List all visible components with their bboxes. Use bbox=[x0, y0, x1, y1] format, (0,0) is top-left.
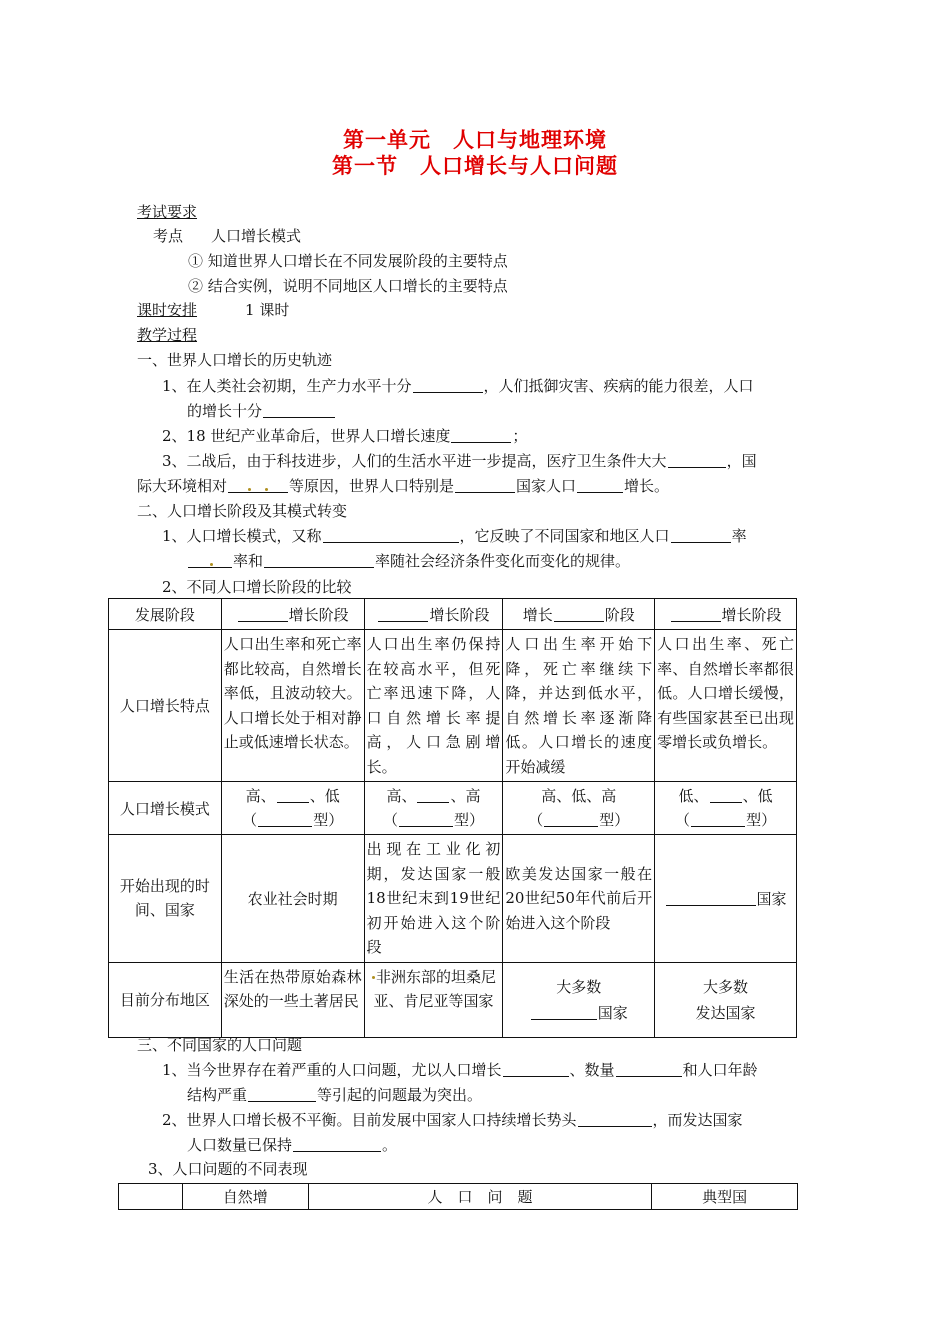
teaching-process-heading: 教学过程 bbox=[137, 326, 198, 344]
mode-stage-3: 高、低、高 （ 型） bbox=[503, 782, 655, 835]
table-row bbox=[109, 599, 797, 630]
exam-point bbox=[153, 225, 301, 247]
sec1-q3-line1: 3、二战后，由于科技进步，人们的生活水平进一步提高，医疗卫生条件大大 ，国 bbox=[162, 452, 757, 470]
exam-requirements-heading: 考试要求 bbox=[137, 203, 198, 221]
answer-blank[interactable] bbox=[616, 1061, 682, 1077]
time-stage-1: 农业社会时期 bbox=[221, 835, 364, 963]
header-stage-1: 增长阶段 bbox=[221, 599, 364, 630]
region-stage-4: 大多数 发达国家 bbox=[655, 962, 797, 1037]
answer-blank[interactable] bbox=[258, 811, 312, 827]
answer-blank[interactable] bbox=[544, 811, 598, 827]
row-label-region: 目前分布地区 bbox=[109, 962, 222, 1037]
answer-blank[interactable] bbox=[417, 787, 449, 803]
answer-blank[interactable] bbox=[578, 1111, 652, 1127]
answer-blank[interactable] bbox=[264, 552, 374, 568]
features-stage-1: 人口出生率和死亡率都比较高，自然增长率低，且波动较大。人口增长处于相对静止或低速增长状态。 bbox=[221, 630, 364, 782]
sec2-q1-line1: 1、人口增长模式，又称 ，它反映了不同国家和地区人口 率 bbox=[162, 527, 747, 545]
answer-blank[interactable] bbox=[691, 811, 745, 827]
answer-blank[interactable] bbox=[263, 402, 335, 418]
row-label-mode: 人口增长模式 bbox=[109, 782, 222, 835]
answer-blank[interactable] bbox=[399, 811, 453, 827]
header-natural-growth: 自然增 bbox=[182, 1184, 308, 1210]
sec3-q3: 3、人口问题的不同表现 bbox=[148, 1160, 308, 1178]
sec1-q3-line2: 际大环境相对 等原因，世界人口特别是 国家人口 增长。 bbox=[137, 477, 670, 495]
features-stage-3: 人口出生率开始下降，死亡率继续下降，并达到低水平，自然增长率逐渐降低。人口增长的速度开始减缓 bbox=[503, 630, 655, 782]
unit-title: 第一单元 人口与地理环境 bbox=[343, 128, 607, 152]
answer-blank[interactable] bbox=[293, 1136, 381, 1152]
header-population-problems: 人 口 问 题 bbox=[308, 1184, 651, 1210]
ink-dot bbox=[265, 488, 268, 491]
sec1-q1-line2: 的增长十分 bbox=[187, 400, 336, 422]
features-stage-2: 人口出生率仍保持在较高水平，但死亡率迅速下降，人口自然增长率提高，人口急剧增长。 bbox=[364, 630, 503, 782]
region-stage-2: 非洲东部的坦桑尼亚、肯尼亚等国家 bbox=[364, 962, 503, 1037]
population-problems-table bbox=[118, 1183, 798, 1210]
answer-blank[interactable] bbox=[413, 377, 483, 393]
answer-blank[interactable] bbox=[710, 787, 742, 803]
sec3-q1-line1: 1、当今世界存在着严重的人口问题，尤以人口增长 、数量 和人口年龄 bbox=[162, 1061, 758, 1079]
blank-header-cell bbox=[119, 1184, 183, 1210]
mode-stage-4: 低、 、低 （ 型） bbox=[655, 782, 797, 835]
ink-dot bbox=[210, 563, 213, 566]
ink-dot bbox=[248, 488, 251, 491]
time-stage-2: 出现在工业化初期，发达国家一般18世纪末到19世纪初开始进入这个阶段 bbox=[364, 835, 503, 963]
sec2-q1-line2: 率和 率随社会经济条件变化而变化的规律。 bbox=[187, 550, 630, 572]
answer-blank[interactable] bbox=[668, 452, 726, 468]
answer-blank[interactable] bbox=[577, 477, 623, 493]
sec2-q2: 2、不同人口增长阶段的比较 bbox=[162, 578, 352, 596]
header-stage-4: 增长阶段 bbox=[655, 599, 797, 630]
schedule bbox=[137, 299, 289, 321]
row-label-time: 开始出现的时间、国家 bbox=[109, 835, 222, 963]
time-stage-4: 国家 bbox=[655, 835, 797, 963]
mode-stage-2: 高、 、高 （ 型） bbox=[364, 782, 503, 835]
answer-blank[interactable] bbox=[503, 1061, 569, 1077]
answer-blank[interactable] bbox=[671, 527, 731, 543]
section-2-heading: 二、人口增长阶段及其模式转变 bbox=[137, 502, 348, 520]
table-row bbox=[109, 835, 797, 963]
answer-blank[interactable] bbox=[248, 1086, 316, 1102]
schedule-value: 1 课时 bbox=[245, 301, 290, 319]
table-row bbox=[109, 962, 797, 1037]
answer-blank[interactable] bbox=[666, 890, 756, 906]
requirement-1: ① 知道世界人口增长在不同发展阶段的主要特点 bbox=[188, 252, 508, 270]
answer-blank[interactable] bbox=[671, 606, 721, 622]
sec3-q2-line1: 2、世界人口增长极不平衡。目前发展中国家人口持续增长势头 ，而发达国家 bbox=[162, 1111, 743, 1129]
row-label-features: 人口增长特点 bbox=[109, 630, 222, 782]
exam-point-name: 人口增长模式 bbox=[211, 227, 302, 245]
header-typical-country: 典型国 bbox=[652, 1184, 798, 1210]
answer-blank[interactable] bbox=[554, 606, 604, 622]
mode-stage-1: 高、 、低 （ 型） bbox=[221, 782, 364, 835]
answer-blank[interactable] bbox=[455, 477, 515, 493]
answer-blank[interactable] bbox=[228, 477, 288, 493]
region-stage-1: 生活在热带原始森林深处的一些土著居民 bbox=[221, 962, 364, 1037]
region-stage-3: 大多数 国家 bbox=[503, 962, 655, 1037]
answer-blank[interactable] bbox=[323, 527, 459, 543]
sec3-q2-line2: 人口数量已保持 。 bbox=[187, 1136, 398, 1154]
header-stage: 发展阶段 bbox=[109, 599, 222, 630]
table-row bbox=[119, 1184, 798, 1210]
sec1-q2: 2、18 世纪产业革命后，世界人口增长速度 ； bbox=[162, 427, 528, 445]
answer-blank[interactable] bbox=[238, 606, 288, 622]
stage-comparison-table bbox=[108, 598, 797, 1038]
exam-point-label: 考点 bbox=[153, 227, 184, 245]
answer-blank[interactable] bbox=[188, 552, 232, 568]
ink-dot bbox=[372, 976, 375, 979]
schedule-heading: 课时安排 bbox=[137, 301, 198, 319]
requirement-2: ② 结合实例，说明不同地区人口增长的主要特点 bbox=[188, 277, 508, 295]
answer-blank[interactable] bbox=[531, 1004, 597, 1020]
section-title: 第一节 人口增长与人口问题 bbox=[332, 154, 618, 178]
time-stage-3: 欧美发达国家一般在20世纪50年代前后开始进入这个阶段 bbox=[503, 835, 655, 963]
table-row bbox=[109, 630, 797, 782]
header-stage-3: 增长 阶段 bbox=[503, 599, 655, 630]
section-1-heading: 一、世界人口增长的历史轨迹 bbox=[137, 351, 333, 369]
answer-blank[interactable] bbox=[378, 606, 428, 622]
table-row bbox=[109, 782, 797, 835]
answer-blank[interactable] bbox=[277, 787, 309, 803]
features-stage-4: 人口出生率、死亡率、自然增长率都很低。人口增长缓慢，有些国家甚至已出现零增长或负增长。 bbox=[655, 630, 797, 782]
header-stage-2: 增长阶段 bbox=[364, 599, 503, 630]
sec3-q1-line2: 结构严重 等引起的问题最为突出。 bbox=[187, 1086, 483, 1104]
answer-blank[interactable] bbox=[451, 427, 511, 443]
sec1-q1-line1: 1、在人类社会初期，生产力水平十分 ，人们抵御灾害、疾病的能力很差，人口 bbox=[162, 377, 754, 395]
section-3-heading: 三、不同国家的人口问题 bbox=[137, 1036, 303, 1054]
